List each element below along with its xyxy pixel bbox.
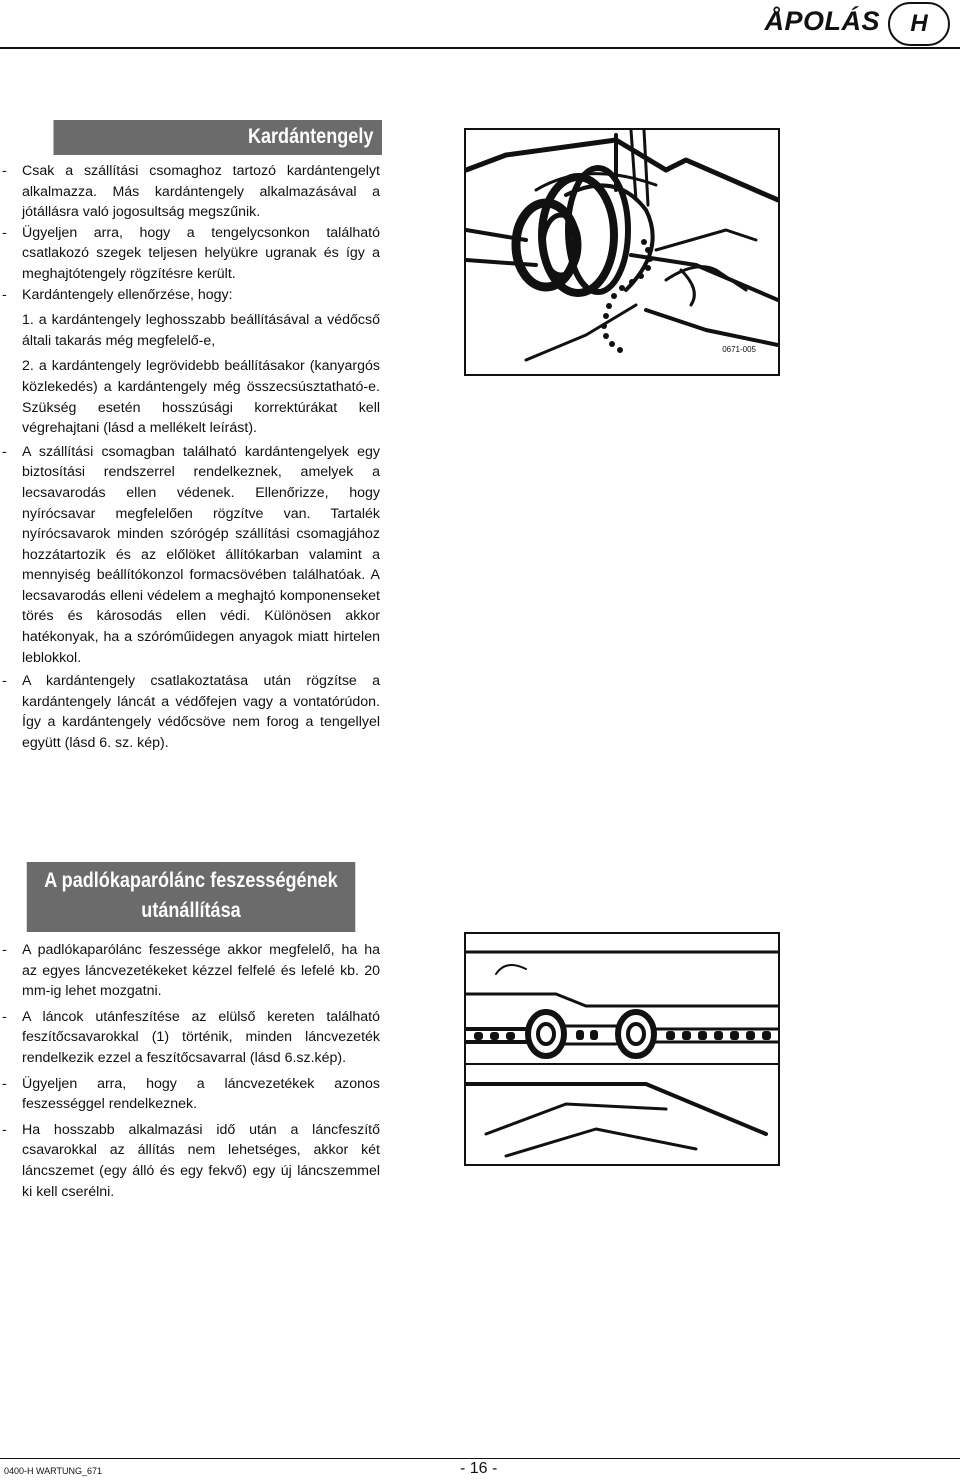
item-text: A kardántengely csatlakoztatása után rögzítse a kardántengely láncát a védőfejen vagy a vontatórúdon. Így a kardántengely védőcsöve nem forog a tengellyel együtt (lásd 6. sz. kép). bbox=[22, 673, 380, 752]
list-item bbox=[0, 285, 382, 306]
numbered-item bbox=[0, 310, 382, 351]
item-list bbox=[0, 940, 382, 1202]
dash-marker: - bbox=[2, 1008, 7, 1025]
item-text: Ügyeljen arra, hogy a tengelycsonkon található csatlakozó szegek teljesen helyükre ugranak és így a meghajtótengely rögzítésre került. bbox=[22, 224, 380, 282]
dash-marker: - bbox=[2, 163, 7, 179]
item-text: A szállítási csomagban található kardántengelyek egy biztosítási rendszerrel rendelkeznek, amelyek a lecsavarodás ellen védenek. Ellenőrizze, hogy nyírócsavar megfelelően rögzítve van. Tartalék nyírócsavarok minden szórógép szállítási csomagjához hozzátartozik és az előlöket állítókarban valamint a mennyiség beállítókonzol formacsövében találhatóak. A lecsavarodás elleni védelem a meghajtó komponenseket törés és károsodás ellen védi. Különösen akkor hatékonyak, ha a szóróműidegen anyagok miatt hirtelen leblokkol. bbox=[22, 443, 380, 666]
language-badge: H bbox=[888, 2, 950, 46]
figure-scraper-chain bbox=[464, 932, 780, 1166]
section-title bbox=[27, 862, 356, 932]
list-item bbox=[0, 442, 382, 669]
item-text: A padlókaparólánc feszessége akkor megfelelő, ha ha az egyes láncvezetékeket kézzel felfelé és lefelé kb. 20 mm-ig lehet mozgatni. bbox=[22, 942, 380, 1000]
section-kardantengely bbox=[0, 120, 382, 754]
dash-marker: - bbox=[2, 673, 7, 690]
list-item bbox=[0, 1120, 382, 1202]
footer-divider bbox=[0, 1458, 960, 1459]
item-text: A láncok utánfeszítése az elülső kereten található feszítőcsavarokkal (1) történik, minden láncvezeték rendelkezik ezzel a feszítőcsavarral (lásd 6.sz.kép). bbox=[22, 1008, 380, 1066]
list-item bbox=[0, 161, 382, 223]
figure-label: 0671-005 bbox=[722, 345, 756, 354]
item-text: Ügyeljen arra, hogy a láncvezetékek azonos feszességgel rendelkeznek. bbox=[22, 1075, 380, 1113]
list-item bbox=[0, 671, 382, 753]
item-text: Ha hosszabb alkalmazási idő után a láncfeszítő csavarokkal az állítás nem lehetséges, akkor két láncszemet (egy álló és egy fekvő) egy új láncszemmel ki kell cserélni. bbox=[22, 1121, 380, 1200]
section-title: Kardántengely bbox=[53, 120, 382, 155]
page-title: ÅPOLÁS bbox=[764, 6, 880, 36]
list-item bbox=[0, 940, 382, 1002]
dash-marker: - bbox=[2, 286, 7, 303]
dash-marker: - bbox=[2, 942, 7, 958]
item-text: Csak a szállítási csomaghoz tartozó kardántengelyt alkalmazza. Más kardántengely alkalmazásával a jótállásra való jogosultság megszűnik. bbox=[22, 163, 380, 221]
dash-marker: - bbox=[2, 1121, 7, 1138]
list-item bbox=[0, 223, 382, 285]
document-id: 0400-H WARTUNG_671 bbox=[4, 1466, 103, 1476]
list-item bbox=[0, 1007, 382, 1069]
item-text: Kardántengely ellenőrzése, hogy: bbox=[22, 286, 233, 303]
numbered-item bbox=[0, 356, 382, 438]
section-padlokaparolanc bbox=[0, 862, 382, 1202]
dash-marker: - bbox=[2, 443, 7, 460]
item-text: 2. a kardántengely legrövidebb beállításakor (kanyargós közlekedés) a kardántengely még összecsúsztatható-e. Szükség esetén hosszúsági korrektúrákat kell végrehajtani (lásd a mellékelt leírást). bbox=[22, 358, 380, 437]
item-list bbox=[0, 161, 382, 754]
dash-marker: - bbox=[2, 224, 7, 241]
header-divider bbox=[0, 47, 960, 49]
section-title-line2: utánállítása bbox=[141, 899, 241, 922]
scraper-chain-tensioner-illustration-icon bbox=[466, 934, 778, 1164]
item-text: 1. a kardántengely leghosszabb beállításával a védőcső általi takarás még megfelelő-e, bbox=[22, 312, 380, 349]
dash-marker: - bbox=[2, 1075, 7, 1092]
list-item bbox=[0, 1074, 382, 1115]
cardan-shaft-chain-illustration-icon bbox=[466, 130, 778, 374]
page-number: - 16 - bbox=[460, 1460, 498, 1477]
section-title-line1: A padlókaparólánc feszességének bbox=[44, 869, 338, 892]
figure-cardan-shaft bbox=[464, 128, 780, 376]
